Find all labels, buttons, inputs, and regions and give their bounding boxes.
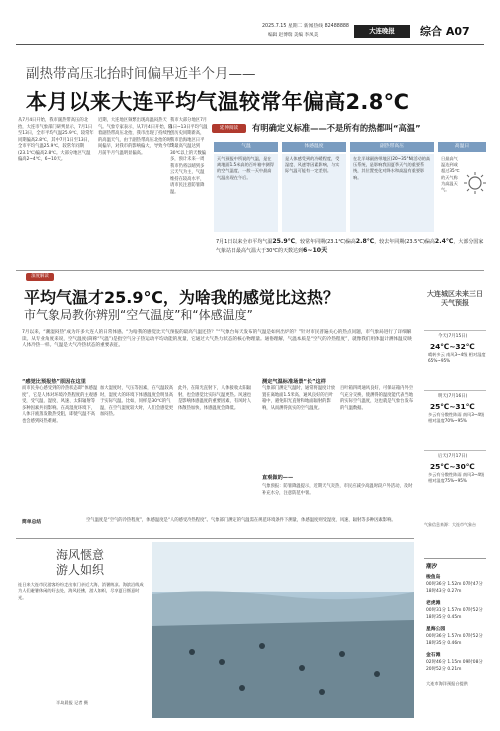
article2-subheading-1: “感觉比预报热”原因在这里 [22, 379, 86, 385]
article2-column-5: 百叶箱四周通风良好，可保证箱内外空气充分交换，使测得的温度能代表当地的实际空气温度，这也就是气象台发布的气温数据。 [340, 386, 414, 411]
article1-column-2: 近期，大连地区频繁出现高温闷热天气。气象专家表示，从7月4日开始，随着副热带高压北抬，我市出现了持续性的高温天气，由于副热带高压北抬的时间偏早，对我市的影响偏大，导致今年7月前半月气温明显偏高。 [98, 118, 174, 156]
definition-body-4: 日最高气温达到或超过35℃的天气称为高温天气。 [441, 156, 460, 193]
tide-times: 18时43分 0.27m [426, 589, 462, 594]
article2-column-1: 而市民身心感受到的冷热状态即“体感温度”，它是人体对环境冷热程度的主观感受，受气温、湿度、风速、太阳辐射等多种因素共同影响。在高湿度环境下，人体汗液蒸发散热受阻，即使气温不高也会感到闷热难耐。 [22, 386, 98, 424]
summary-text-1: 7月1日以来全市平均气温 [216, 239, 273, 245]
forecast-date: 明天(7月16日) [438, 394, 468, 399]
summary-value-3: 2.4℃ [434, 238, 454, 245]
summary-value-2: 2.8℃ [355, 238, 375, 245]
summary-text-4: ，大部分国家气象站日最高气温大于30℃的天数达到 [216, 239, 484, 254]
definition-head-4: 高温日 [438, 142, 486, 152]
temperature-summary [216, 238, 486, 256]
newspaper-logo: 大连晚报 [354, 25, 410, 38]
photo-credit: 半岛晨报 记者 摄 [56, 700, 88, 705]
article2-column-6: 气象预报：防暑降温提示，近期天气炎热，市民应减少高温时段户外活动，及时补充水分，注意防范中暑。 [262, 484, 413, 496]
definition-body-3: 在北半球副热带地区(20~35°N)活动的高压系统，是影响我国夏季天气的重要系统，其位置变化对降水和高温有重要影响。 [350, 154, 434, 232]
tide-location: 金石滩 [426, 653, 441, 658]
tide-location: 老虎滩 [426, 601, 441, 606]
forecast-day-2 [424, 390, 486, 448]
summary-note-label: 简单总结 [22, 520, 42, 525]
tide-times: 18时35分 0.46m [426, 641, 462, 646]
forecast-description: 晴转多云 南风3~4级 相对湿度65%~95% [428, 352, 486, 363]
header-editor-line: 编辑 赵博瑞 美编 李凤美 [268, 33, 319, 38]
header-divider [16, 44, 484, 45]
tide-times: 02时46分 1.15m 09时08分 [426, 660, 483, 665]
summary-text-2: ，较常年同期(23.1℃)偏高 [295, 239, 356, 245]
weather-forecast-title: 大连城区未来三日天气预报 [427, 290, 483, 307]
article2-subheading-3: 直观做的—— [262, 475, 294, 481]
summary-note: 空气温度是“空气的冷热程度”，体感温度是“人的感受冷热程度”。气象部门测定的气温需在规范环境条件下测量，体感温度则受湿度、风速、辐射等多种因素影响。 [86, 518, 396, 523]
forecast-date: 今天(7月15日) [438, 334, 468, 339]
forecast-day-1 [424, 330, 486, 388]
article1-column-3: 我市大部分地区7月1日~13日平均气温创历史同期新高，我市沿海地区日平均最高气温达到30℃以上的天数偏多，预计未来一周我市仍将以晴到多云天气为主，气温维持在较高水平，请市民注意防暑降温。 [170, 118, 208, 195]
bottom-divider [16, 538, 414, 539]
tide-times: 18时35分 0.45m [426, 615, 462, 620]
weather-forecast-box [424, 290, 486, 550]
forecast-description: 多云有分散性阵雨 南风3~4级 相对湿度70%~95% [428, 412, 485, 423]
forecast-temperature: 25℃~31℃ [430, 402, 475, 411]
tide-times: 00时31分 1.57m 07时52分 [426, 608, 483, 613]
definition-head-2: 体感温度 [282, 142, 346, 152]
tide-location: 星海公园 [426, 627, 446, 632]
photo-story-body: 连日来大连市民游客纷纷走出家门亲近大海，消暑纳凉。海滨沿线成为人们避暑休闲的好去处，海风轻拂，游人如织，尽享夏日惬意时光。 [18, 582, 144, 600]
sun-icon [464, 172, 486, 194]
topic-badge: 延伸阅读 [212, 124, 246, 133]
section-divider [16, 270, 484, 271]
article1-headline: 本月以来大连平均气温较常年偏高2.8℃ [26, 90, 410, 114]
beach-scene-image [152, 542, 414, 718]
article2-column-4: 气象部门测定气温时，通常将温度计放置在离地面1.5米高、通风良好的百叶箱中，避免阳光直射和地面辐射的影响，从而测得真实的空气温度。 [262, 386, 336, 411]
article1-kicker: 副热带高压北抬时间偏早近半个月—— [26, 66, 256, 82]
article2-column-2: 加大湿度时，气压等因素，在气温较高时，湿度大的环境下体感温度会明显高于实际气温。比如，同样是30℃的气温，在空气湿度较大时，人们会感觉更加闷热。 [100, 386, 174, 417]
summary-value-1: 25.9℃ [272, 238, 296, 245]
tide-table [424, 558, 486, 718]
definition-body-2: 是人体感受到的冷暖程度，受湿度、风速等因素影响，与实际气温可能有一定差别。 [282, 154, 346, 232]
definition-head-1: 气温 [214, 142, 278, 152]
forecast-description: 多云有分散性阵雨 南风3~4级 相对湿度75%~95% [428, 472, 485, 483]
forecast-temperature: 24℃~32℃ [430, 342, 475, 351]
section-label: 综合 A07 [420, 25, 470, 38]
definition-head-3: 副热带高压 [350, 142, 434, 152]
topic-title: 有明确定义标准——不是所有的热都叫“高温” [252, 123, 421, 133]
definition-body-1: 天气预报中所说的气温，是在离地面1.5米高的百叶箱中测得的空气温度，一般一天中最高气温出现在午后。 [214, 154, 278, 232]
weather-footer: 气象信息来源：大连市气象台 [424, 522, 476, 527]
forecast-date: 后天(7月17日) [438, 454, 468, 459]
article2-subheading-2: 测定气温标准场景“长”这样 [262, 379, 326, 385]
article2-badge: 深度解读 [26, 273, 54, 281]
forecast-temperature: 25℃~30℃ [430, 462, 475, 471]
beach-photo [152, 542, 414, 718]
summary-value-4: 6~10天 [302, 246, 328, 254]
definition-table [214, 142, 486, 232]
tide-location: 梭鱼岛 [426, 575, 441, 580]
forecast-day-3 [424, 450, 486, 508]
article1-column-1: 从7月4日开始，我市副热带高压的北抬，大连市气象部门研判显示，7月1日至13日，全市平均气温25.9℃，较常年同期偏高2.8℃，其中7月1日至13日，全市平均气温25.9℃，较常年同期(23.1℃)偏高2.8℃。大部分地区气温偏高2~4℃，6~10天。 [18, 118, 94, 162]
photo-story-title: 海风惬意 游人如织 [56, 548, 105, 577]
header-date-line: 2025.7.15 星期二 新闻热线 82488888 [262, 24, 349, 29]
tide-footer: 大连市海洋预报台提供 [426, 681, 468, 686]
tide-times: 00时36分 1.57m 07时52分 [426, 634, 483, 639]
tide-times: 00时36分 1.52m 07时47分 [426, 582, 483, 587]
tide-title: 潮汐 [426, 564, 438, 570]
article2-headline: 平均气温才25.9℃，为啥我的感觉比这热？ [24, 288, 339, 307]
article2-column-3: 此外，在阳光直射下，人体接收太阳辐射，也会感觉比实际气温更热。风速也是影响体感温度的重要因素，有风时人体散热加快，体感温度会降低。 [178, 386, 252, 411]
article2-subhead: 市气象局教你辨别“空气温度”和“体感温度” [24, 308, 253, 322]
tide-times: 20时52分 0.21m [426, 667, 462, 672]
article2-lead: 7月以来，“潮湿闷热”成为许多大连人的日常体感。“为啥我的感觉比天气预报的最高气温还热？”“气象台每天发布的气温是如何出炉的？”针对市民普遍关心的热点问题，市气象局进行了详细解读。从专业角度来说，空气温度(简称“气温”)是指空气分子热运动平均动能的度量，它通过大气热力状态的核心物理量。通俗理解，气温本质是“空气的冷热程度”，就像我们用体温计测体温反映人体冷热一样。气温是大气冷热状态的重要表征。 [22, 330, 412, 348]
summary-text-3: ，较去年同期(23.5℃)偏高 [374, 239, 435, 245]
